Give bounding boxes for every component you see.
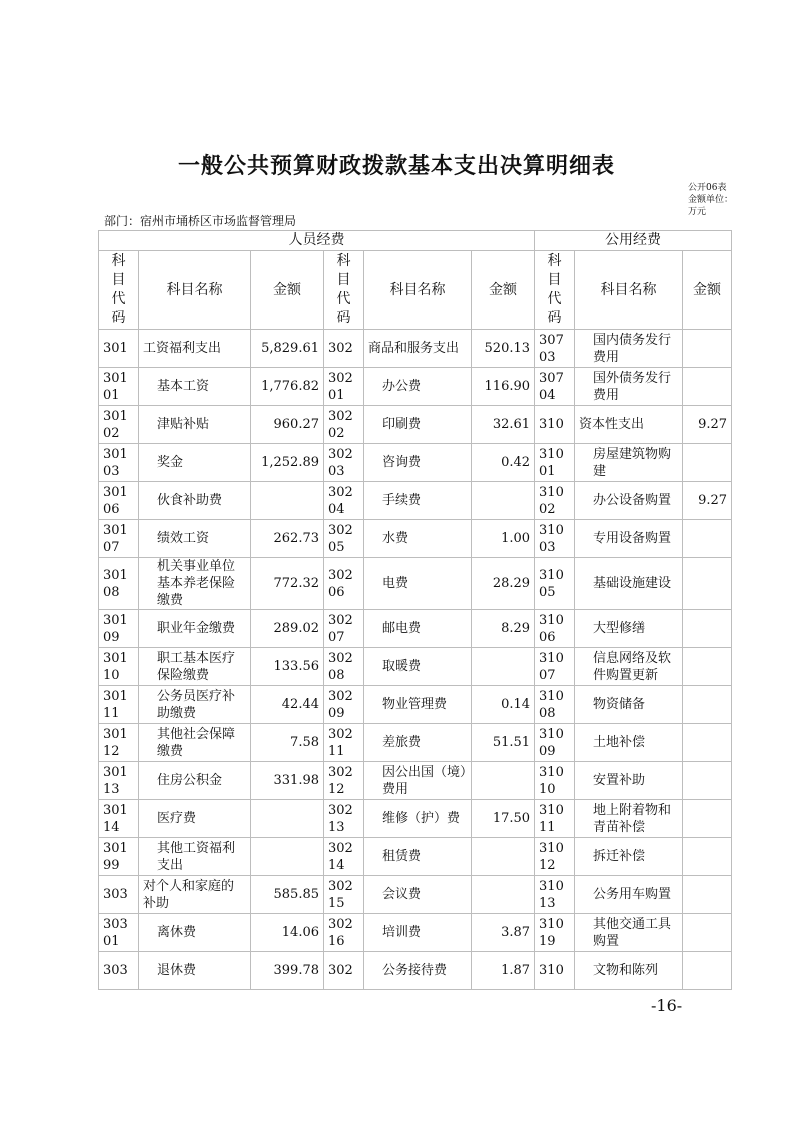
subject-amount xyxy=(472,482,535,520)
subject-name: 住房公积金 xyxy=(139,762,251,800)
subject-name: 信息网络及软件购置更新 xyxy=(575,648,683,686)
subject-name: 其他社会保障缴费 xyxy=(139,724,251,762)
subject-name: 资本性支出 xyxy=(575,406,683,444)
subject-code: 30114 xyxy=(99,800,139,838)
subject-code: 30704 xyxy=(535,368,575,406)
page-title: 一般公共预算财政拨款基本支出决算明细表 xyxy=(177,153,615,179)
subject-amount xyxy=(683,686,732,724)
subject-amount xyxy=(251,482,324,520)
subject-name: 取暖费 xyxy=(364,648,472,686)
table-row xyxy=(99,724,732,762)
header-amount: 金额 xyxy=(683,251,732,330)
subject-name: 因公出国（境）费用 xyxy=(364,762,472,800)
subject-code: 31005 xyxy=(535,558,575,610)
subject-name: 邮电费 xyxy=(364,610,472,648)
group-header-row xyxy=(99,231,732,251)
subject-code: 310 xyxy=(535,952,575,990)
subject-amount xyxy=(683,800,732,838)
subject-code: 30703 xyxy=(535,330,575,368)
subject-code: 30301 xyxy=(99,914,139,952)
subject-name: 对个人和家庭的补助 xyxy=(139,876,251,914)
subject-code: 31007 xyxy=(535,648,575,686)
expenditure-table xyxy=(98,230,732,990)
subject-code: 30103 xyxy=(99,444,139,482)
subject-name: 国外债务发行费用 xyxy=(575,368,683,406)
table-row xyxy=(99,520,732,558)
subject-code: 30215 xyxy=(324,876,364,914)
subject-name: 办公设备购置 xyxy=(575,482,683,520)
subject-code: 30112 xyxy=(99,724,139,762)
header-name: 科目名称 xyxy=(364,251,472,330)
subject-code: 30202 xyxy=(324,406,364,444)
subject-code: 30108 xyxy=(99,558,139,610)
subject-name: 公务接待费 xyxy=(364,952,472,990)
subject-amount: 17.50 xyxy=(472,800,535,838)
subject-amount: 399.78 xyxy=(251,952,324,990)
table-row xyxy=(99,800,732,838)
subject-name: 医疗费 xyxy=(139,800,251,838)
subject-amount: 9.27 xyxy=(683,482,732,520)
subject-amount xyxy=(683,914,732,952)
subject-amount: 262.73 xyxy=(251,520,324,558)
subject-name: 租赁费 xyxy=(364,838,472,876)
page-number: -16- xyxy=(651,996,683,1015)
subject-amount: 32.61 xyxy=(472,406,535,444)
header-code: 科 目 代 码 xyxy=(535,251,575,330)
subject-code: 30216 xyxy=(324,914,364,952)
subject-code: 310 xyxy=(535,406,575,444)
subject-name: 拆迁补偿 xyxy=(575,838,683,876)
subject-name: 机关事业单位基本养老保险缴费 xyxy=(139,558,251,610)
subject-name: 差旅费 xyxy=(364,724,472,762)
subject-name: 办公费 xyxy=(364,368,472,406)
subject-amount xyxy=(683,724,732,762)
subject-code: 30206 xyxy=(324,558,364,610)
header-code: 科 目 代 码 xyxy=(99,251,139,330)
subject-code: 302 xyxy=(324,330,364,368)
subject-code: 30111 xyxy=(99,686,139,724)
subject-name: 印刷费 xyxy=(364,406,472,444)
subject-amount: 51.51 xyxy=(472,724,535,762)
subject-code: 30211 xyxy=(324,724,364,762)
subject-name: 专用设备购置 xyxy=(575,520,683,558)
table-row xyxy=(99,558,732,610)
subject-name: 公务用车购置 xyxy=(575,876,683,914)
header-name: 科目名称 xyxy=(139,251,251,330)
subject-code: 31001 xyxy=(535,444,575,482)
subject-name: 安置补助 xyxy=(575,762,683,800)
subject-name: 电费 xyxy=(364,558,472,610)
subject-amount: 331.98 xyxy=(251,762,324,800)
subject-amount: 1.00 xyxy=(472,520,535,558)
subject-name: 物业管理费 xyxy=(364,686,472,724)
subject-amount xyxy=(472,876,535,914)
subject-amount xyxy=(472,762,535,800)
subject-code: 30205 xyxy=(324,520,364,558)
subject-amount xyxy=(683,368,732,406)
subject-code: 31012 xyxy=(535,838,575,876)
subject-code: 30212 xyxy=(324,762,364,800)
subject-code: 30102 xyxy=(99,406,139,444)
subject-name: 其他工资福利支出 xyxy=(139,838,251,876)
table-row xyxy=(99,686,732,724)
subject-name: 物资储备 xyxy=(575,686,683,724)
table-row xyxy=(99,444,732,482)
subject-code: 30213 xyxy=(324,800,364,838)
subject-code: 30199 xyxy=(99,838,139,876)
column-header-row xyxy=(99,251,732,330)
subject-code: 30113 xyxy=(99,762,139,800)
subject-amount xyxy=(683,520,732,558)
header-amount: 金额 xyxy=(472,251,535,330)
subject-name: 基本工资 xyxy=(139,368,251,406)
subject-amount: 5,829.61 xyxy=(251,330,324,368)
subject-amount xyxy=(683,444,732,482)
subject-amount: 3.87 xyxy=(472,914,535,952)
subject-code: 30109 xyxy=(99,610,139,648)
subject-name: 奖金 xyxy=(139,444,251,482)
subject-amount xyxy=(251,800,324,838)
table-row xyxy=(99,762,732,800)
subject-code: 30107 xyxy=(99,520,139,558)
subject-code: 303 xyxy=(99,876,139,914)
subject-amount xyxy=(683,610,732,648)
subject-code: 31013 xyxy=(535,876,575,914)
subject-code: 30209 xyxy=(324,686,364,724)
subject-code: 31006 xyxy=(535,610,575,648)
subject-amount xyxy=(472,838,535,876)
subject-name: 水费 xyxy=(364,520,472,558)
subject-amount: 1,776.82 xyxy=(251,368,324,406)
subject-code: 30207 xyxy=(324,610,364,648)
table-row xyxy=(99,330,732,368)
department-label: 部门：宿州市埇桥区市场监督管理局 xyxy=(104,214,297,228)
subject-code: 303 xyxy=(99,952,139,990)
subject-code: 30201 xyxy=(324,368,364,406)
subject-name: 土地补偿 xyxy=(575,724,683,762)
subject-amount: 0.14 xyxy=(472,686,535,724)
subject-amount xyxy=(683,648,732,686)
subject-amount: 1,252.89 xyxy=(251,444,324,482)
table-row xyxy=(99,838,732,876)
subject-amount: 1.87 xyxy=(472,952,535,990)
subject-code: 30208 xyxy=(324,648,364,686)
header-code: 科 目 代 码 xyxy=(324,251,364,330)
subject-name: 地上附着物和青苗补偿 xyxy=(575,800,683,838)
subject-name: 维修（护）费 xyxy=(364,800,472,838)
table-row xyxy=(99,952,732,990)
subject-amount xyxy=(251,838,324,876)
subject-name: 手续费 xyxy=(364,482,472,520)
subject-amount: 520.13 xyxy=(472,330,535,368)
subject-name: 商品和服务支出 xyxy=(364,330,472,368)
table-row xyxy=(99,876,732,914)
form-number-and-unit xyxy=(688,182,738,218)
amount-unit: 金额单位：万元 xyxy=(688,195,734,217)
subject-name: 房屋建筑物购建 xyxy=(575,444,683,482)
subject-amount: 960.27 xyxy=(251,406,324,444)
subject-amount xyxy=(472,648,535,686)
subject-code: 31002 xyxy=(535,482,575,520)
subject-amount xyxy=(683,558,732,610)
subject-name: 国内债务发行费用 xyxy=(575,330,683,368)
subject-code: 30106 xyxy=(99,482,139,520)
subject-amount: 133.56 xyxy=(251,648,324,686)
subject-amount: 289.02 xyxy=(251,610,324,648)
subject-code: 302 xyxy=(324,952,364,990)
subject-name: 咨询费 xyxy=(364,444,472,482)
header-amount: 金额 xyxy=(251,251,324,330)
subject-name: 基础设施建设 xyxy=(575,558,683,610)
table-row xyxy=(99,406,732,444)
subject-amount: 9.27 xyxy=(683,406,732,444)
table-row xyxy=(99,648,732,686)
subject-amount xyxy=(683,838,732,876)
subject-code: 301 xyxy=(99,330,139,368)
subject-amount xyxy=(683,876,732,914)
subject-amount: 42.44 xyxy=(251,686,324,724)
subject-name: 绩效工资 xyxy=(139,520,251,558)
subject-amount xyxy=(683,952,732,990)
subject-name: 职业年金缴费 xyxy=(139,610,251,648)
subject-name: 会议费 xyxy=(364,876,472,914)
form-number: 公开06表 xyxy=(688,183,727,193)
group-public: 公用经费 xyxy=(535,231,732,251)
subject-amount xyxy=(683,762,732,800)
subject-amount: 28.29 xyxy=(472,558,535,610)
table-row xyxy=(99,914,732,952)
subject-amount: 0.42 xyxy=(472,444,535,482)
subject-amount xyxy=(683,330,732,368)
subject-code: 31003 xyxy=(535,520,575,558)
subject-code: 30214 xyxy=(324,838,364,876)
subject-amount: 585.85 xyxy=(251,876,324,914)
subject-code: 31019 xyxy=(535,914,575,952)
subject-name: 文物和陈列 xyxy=(575,952,683,990)
subject-code: 30101 xyxy=(99,368,139,406)
table-row xyxy=(99,482,732,520)
subject-code: 31008 xyxy=(535,686,575,724)
subject-amount: 772.32 xyxy=(251,558,324,610)
subject-code: 31010 xyxy=(535,762,575,800)
subject-amount: 116.90 xyxy=(472,368,535,406)
table-row xyxy=(99,368,732,406)
subject-name: 培训费 xyxy=(364,914,472,952)
subject-name: 工资福利支出 xyxy=(139,330,251,368)
subject-code: 31009 xyxy=(535,724,575,762)
subject-name: 职工基本医疗保险缴费 xyxy=(139,648,251,686)
header-name: 科目名称 xyxy=(575,251,683,330)
subject-code: 30203 xyxy=(324,444,364,482)
subject-name: 津贴补贴 xyxy=(139,406,251,444)
subject-amount: 7.58 xyxy=(251,724,324,762)
subject-code: 30204 xyxy=(324,482,364,520)
subject-name: 大型修缮 xyxy=(575,610,683,648)
subject-name: 退休费 xyxy=(139,952,251,990)
subject-amount: 8.29 xyxy=(472,610,535,648)
subject-name: 公务员医疗补助缴费 xyxy=(139,686,251,724)
subject-code: 31011 xyxy=(535,800,575,838)
table-row xyxy=(99,610,732,648)
subject-code: 30110 xyxy=(99,648,139,686)
subject-name: 其他交通工具购置 xyxy=(575,914,683,952)
group-personnel: 人员经费 xyxy=(99,231,535,251)
subject-amount: 14.06 xyxy=(251,914,324,952)
subject-name: 伙食补助费 xyxy=(139,482,251,520)
subject-name: 离休费 xyxy=(139,914,251,952)
